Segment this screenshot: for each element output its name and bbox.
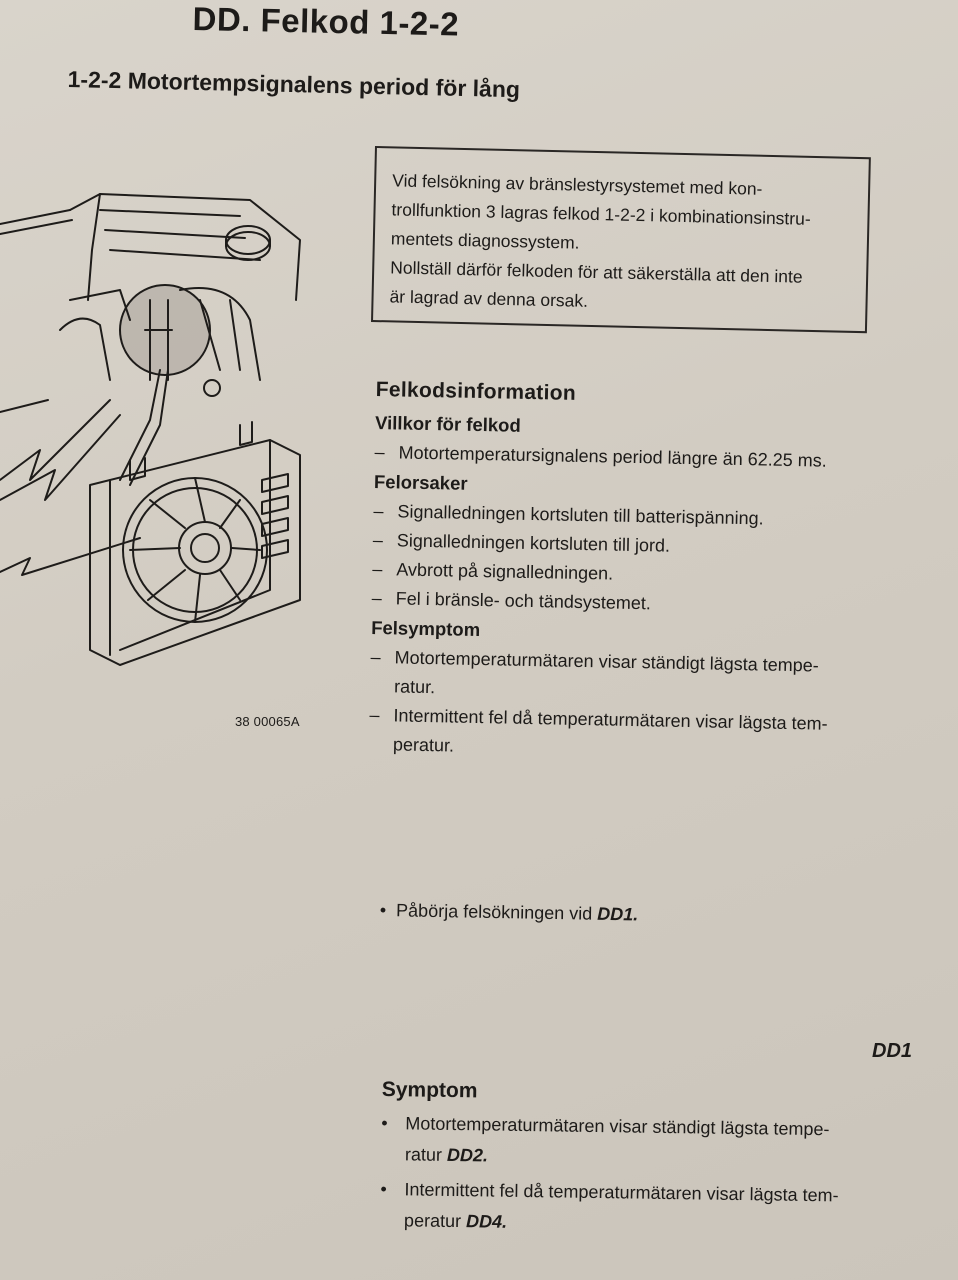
symptom-line: Motortemperaturmätaren visar ständigt lägsta tempe- bbox=[405, 1113, 830, 1140]
note-line: Vid felsökning av bränslestyrsystemet med kon- bbox=[391, 170, 763, 199]
list-item-text: Avbrott på signalledningen. bbox=[396, 559, 614, 584]
section-title: 1-2-2 Motortempsignalens period för lång bbox=[67, 66, 521, 103]
note-line: mentets diagnossystem. bbox=[390, 228, 580, 253]
start-instruction bbox=[380, 900, 639, 926]
list-item bbox=[381, 1108, 942, 1178]
bullet-marker: • bbox=[380, 1178, 387, 1200]
start-ref: DD1. bbox=[597, 903, 639, 925]
list-item-text: Signalledningen kortsluten till batterispänning. bbox=[397, 501, 764, 529]
fault-code-info bbox=[369, 378, 936, 770]
list-item-text: Intermittent fel då temperaturmätaren visar lägsta tem- peratur. bbox=[392, 705, 828, 756]
list-item-text: Fel i bränsle- och tändsystemet. bbox=[395, 588, 652, 614]
info-heading: Felkodsinformation bbox=[375, 378, 577, 405]
symptom-line: peratur bbox=[403, 1210, 467, 1232]
list-item bbox=[370, 643, 931, 712]
list-item-text: Signalledningen kortsluten till jord. bbox=[396, 530, 671, 556]
dash-marker: – bbox=[372, 558, 383, 580]
note-line: trollfunktion 3 lagras felkod 1-2-2 i kombinationsinstru- bbox=[391, 199, 811, 229]
symptom-section bbox=[380, 1078, 942, 1244]
symptom-ref: DD2. bbox=[446, 1144, 489, 1166]
bullet-marker: • bbox=[379, 900, 387, 921]
note-line: är lagrad av denna orsak. bbox=[389, 286, 589, 311]
dash-marker: – bbox=[371, 587, 382, 609]
list-item-text: Motortemperaturmätaren visar ständigt lägsta tempe- ratur. bbox=[393, 647, 819, 698]
conditions-heading: Villkor för felkod bbox=[374, 411, 521, 436]
symptom-ref: DD4. bbox=[465, 1211, 508, 1232]
note-line: Nollställ därför felkoden för att säkerställa att den inte bbox=[390, 257, 803, 287]
list-item bbox=[380, 1174, 941, 1244]
list-item-text bbox=[404, 1174, 941, 1243]
causes-heading: Felorsaker bbox=[373, 470, 468, 494]
engine-fan-illustration bbox=[0, 180, 320, 680]
note-box bbox=[371, 146, 871, 333]
bullet-marker: • bbox=[381, 1112, 388, 1134]
symptom-heading: Symptom bbox=[381, 1078, 478, 1103]
section-marker-dd1: DD1 bbox=[872, 1040, 913, 1062]
list-item bbox=[369, 701, 930, 770]
dash-marker: – bbox=[369, 704, 380, 726]
symptom-line: Intermittent fel då temperaturmätaren visar lägsta tem- bbox=[404, 1179, 839, 1206]
dash-marker: – bbox=[374, 441, 385, 463]
start-text: Påbörja felsökningen vid bbox=[395, 900, 598, 924]
dash-marker: – bbox=[373, 500, 384, 522]
symptoms-heading: Felsymptom bbox=[371, 616, 481, 641]
list-item-text: Motortemperatursignalens period längre än 62.25 ms. bbox=[398, 442, 827, 471]
page-title: DD. Felkod 1-2-2 bbox=[192, 0, 460, 43]
figure-label: 38 00065A bbox=[235, 714, 300, 729]
dash-marker: – bbox=[372, 529, 384, 551]
list-item-text bbox=[405, 1108, 942, 1177]
dash-marker: – bbox=[370, 646, 381, 668]
symptom-line: ratur bbox=[404, 1144, 448, 1165]
